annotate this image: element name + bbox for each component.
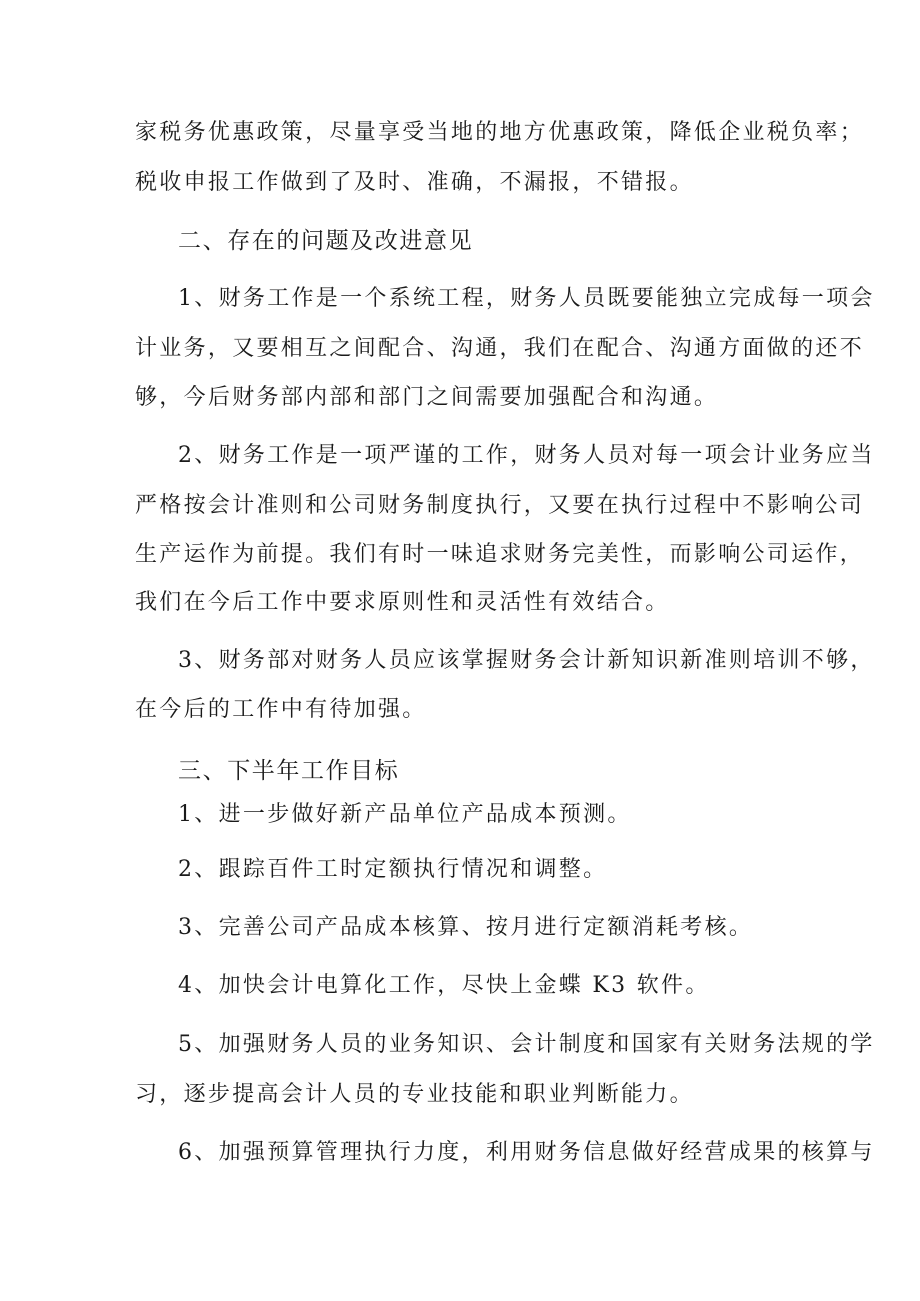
problem-1-line-1: 1、财务工作是一个系统工程，财务人员既要能独立完成每一项会 — [178, 286, 875, 311]
intro-line-1: 家税务优惠政策，尽量享受当地的地方优惠政策，降低企业税负率； — [135, 120, 865, 145]
problem-1-line-3: 够，今后财务部内部和部门之间需要加强配合和沟通。 — [135, 385, 719, 410]
intro-line-2: 税收申报工作做到了及时、准确，不漏报，不错报。 — [135, 170, 694, 195]
goal-3: 3、完善公司产品成本核算、按月进行定额消耗考核。 — [178, 915, 754, 940]
goal-5-line-1: 5、加强财务人员的业务知识、会计制度和国家有关财务法规的学 — [178, 1032, 875, 1057]
problem-1-line-2: 计业务，又要相互之间配合、沟通，我们在配合、沟通方面做的还不 — [135, 336, 865, 361]
goal-5-line-2: 习，逐步提高会计人员的专业技能和职业判断能力。 — [135, 1082, 694, 1107]
problem-2-line-2: 严格按会计准则和公司财务制度执行，又要在执行过程中不影响公司 — [135, 493, 865, 518]
problem-2-line-1: 2、财务工作是一项严谨的工作，财务人员对每一项会计业务应当 — [178, 443, 875, 468]
problem-2-line-4: 我们在今后工作中要求原则性和灵活性有效结合。 — [135, 590, 670, 615]
goal-4: 4、加快会计电算化工作，尽快上金蝶 K3 软件。 — [178, 973, 710, 998]
goal-1: 1、进一步做好新产品单位产品成本预测。 — [178, 802, 632, 827]
problem-2-line-3: 生产运作为前提。我们有时一味追求财务完美性，而影响公司运作， — [135, 542, 865, 567]
section-heading-problems: 二、存在的问题及改进意见 — [178, 228, 474, 254]
section-heading-goals: 三、下半年工作目标 — [178, 758, 400, 784]
problem-3-line-1: 3、财务部对财务人员应该掌握财务会计新知识新准则培训不够， — [178, 648, 875, 673]
problem-3-line-2: 在今后的工作中有待加强。 — [135, 697, 427, 722]
goal-6-line-1: 6、加强预算管理执行力度，利用财务信息做好经营成果的核算与 — [178, 1140, 875, 1165]
goal-2: 2、跟踪百件工时定额执行情况和调整。 — [178, 857, 608, 882]
